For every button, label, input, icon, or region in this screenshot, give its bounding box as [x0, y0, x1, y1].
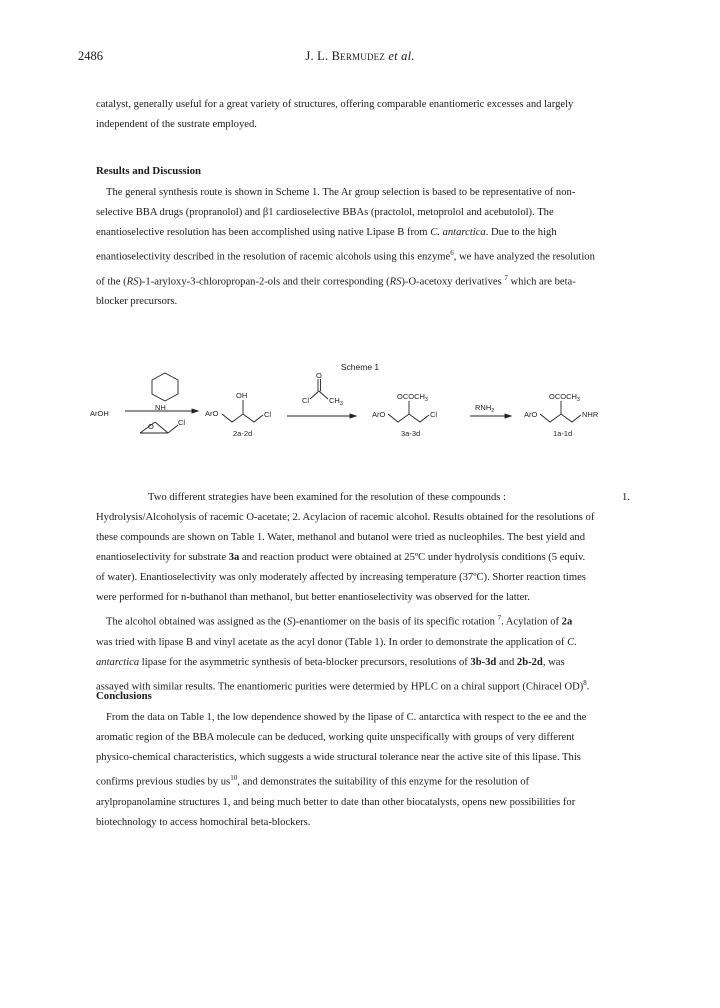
text-line: physico-chemical characteristics, which suggests a wide structural tolerance near the active site of this lipase. This: [96, 752, 581, 763]
arrowhead-3: [505, 414, 511, 418]
header-author-surname: Bermudez: [331, 49, 386, 63]
scheme-label: $RNH_2$: [475, 403, 495, 414]
scheme-label: O: [148, 422, 154, 431]
text-line: enantioselectivity described in the resolution of racemic alcohols using this enzyme$^6$, we have analyzed the resolution: [96, 249, 595, 263]
header-authors-prefix: J. L.: [305, 49, 332, 63]
text-line: enantioselective resolution has been accomplished using native Lipase B from C. antarctica. Due to the high: [96, 227, 557, 238]
scheme-title: Scheme 1: [340, 362, 380, 372]
compound-2-skeleton: [222, 414, 263, 422]
text-line: From the data on Table 1, the low dependence showed by the lipase of C. antarctica with respect to the ee and the: [106, 712, 587, 723]
text-line: selective BBA drugs (propranolol) and β1 cardioselective BBAs (practolol, metoprolol and acebutolol). The: [96, 207, 554, 218]
text-line: was tried with lipase B and vinyl acetate as the acyl donor (Table 1). In order to demonstrate the application of C.: [96, 636, 577, 648]
conclusions-paragraph: [96, 708, 630, 833]
results-heading: Results and Discussion: [96, 165, 202, 177]
reaction-scheme: [0, 370, 720, 470]
intro-paragraph: [96, 95, 630, 135]
strategies-paragraph: [96, 488, 630, 608]
epoxide-bond: [155, 422, 168, 433]
scheme-label: $OCOCH_3$: [397, 392, 428, 403]
alcohol-paragraph: [96, 608, 630, 697]
conclusions-heading: Conclusions: [96, 690, 152, 702]
arrowhead-1: [192, 409, 198, 413]
text-line: The alcohol obtained was assigned as the (S)-enantiomer on the basis of its specific rotation $^7$. Acylation of 2a: [106, 614, 573, 628]
epoxide-bond: [168, 425, 178, 433]
compound-3-skeleton: [388, 414, 429, 422]
text-line: Hydrolysis/Alcoholysis of racemic O-acetate; 2. Acylacion of racemic alcohol. Results obtained for the resolutions of: [96, 512, 595, 523]
compound-label: 2a-2d: [233, 429, 253, 438]
compound-label: 1a-1d: [553, 429, 573, 438]
text-line: aromatic region of the BBA molecule can be deduced, working quite unspecifically with groups of very different: [96, 732, 575, 743]
running-header: [0, 49, 720, 64]
scheme-label: $OCOCH_3$: [549, 392, 580, 403]
scheme-label: NHR: [582, 410, 599, 419]
text-line: were performed for n-buthanol than methanol, but better enantioselectivity was observed for the latter.: [96, 592, 530, 603]
scheme-label: $CH_3$: [329, 396, 343, 407]
compound-label: 3a-3d: [401, 429, 421, 438]
results-paragraph: [96, 183, 630, 312]
header-et-al: et al.: [385, 49, 415, 63]
text-line: of the (RS)-1-aryloxy-3-chloropropan-2-ols and their corresponding (RS)-O-acetoxy derivatives $^7$ which are beta-: [96, 273, 576, 288]
page-number: 2486: [78, 49, 103, 63]
scheme-label: ArO: [205, 409, 219, 418]
text-line: antarctica lipase for the asymmetric synthesis of beta-blocker precursors, resolutions of 3b-3d and 2b-2d, was: [96, 656, 565, 668]
text-line: blocker precursors.: [96, 296, 178, 308]
scheme-label: O: [316, 371, 322, 380]
text-line: catalyst, generally useful for a great variety of structures, offering comparable enantiomeric excesses and largely: [96, 99, 574, 110]
scheme-label: Cl: [302, 396, 310, 405]
scheme-label: Cl: [430, 410, 438, 419]
scheme-label: Cl: [178, 418, 186, 427]
scheme-label: Cl: [264, 410, 272, 419]
arrowhead-2: [350, 414, 356, 418]
acyl-bond: [310, 391, 319, 399]
piperidine-ring: [152, 373, 178, 401]
text-line: enantioselectivity for substrate 3a and reaction product were obtained at 25ºC under hydrolysis conditions (5 equiv.: [96, 552, 586, 563]
scheme-label: ArO: [372, 410, 386, 419]
text-line: of water). Enantioselectivity was only moderately affected by increasing temperature (37ºC). Shorter reaction times: [96, 572, 586, 583]
text-line: independent of the sustrate employed.: [96, 119, 257, 130]
scheme-label: OH: [236, 391, 248, 400]
text-line: arylpropanolamine structures 1, and being much better to date than other biocatalysts, opens new possibilities for: [96, 796, 576, 808]
scheme-label: ArOH: [90, 409, 109, 418]
scheme-label: NH: [155, 403, 166, 412]
text-line: these compounds are shown on Table 1. Water, methanol and butanol were tried as nucleophiles. The best yield and: [96, 532, 585, 543]
text-line: assayed with similar results. The enantiomeric purities were determied by HPLC on a chiral support (Chiracel OD)$^8$.: [96, 678, 590, 693]
text-line: Two different strategies have been examined for the resolution of these compounds : 1.: [148, 492, 630, 503]
text-line: biotechnology to access homochiral beta-blockers.: [96, 816, 311, 828]
scheme-label: ArO: [524, 410, 538, 419]
text-line: confirms previous studies by $us^{10}$, and demonstrates the suitability of this enzyme for the resolution of: [96, 774, 530, 788]
acyl-bond: [319, 391, 328, 399]
compound-1-skeleton: [540, 414, 581, 422]
text-line: The general synthesis route is shown in Scheme 1. The Ar group selection is based to be representative of non-: [106, 187, 576, 198]
